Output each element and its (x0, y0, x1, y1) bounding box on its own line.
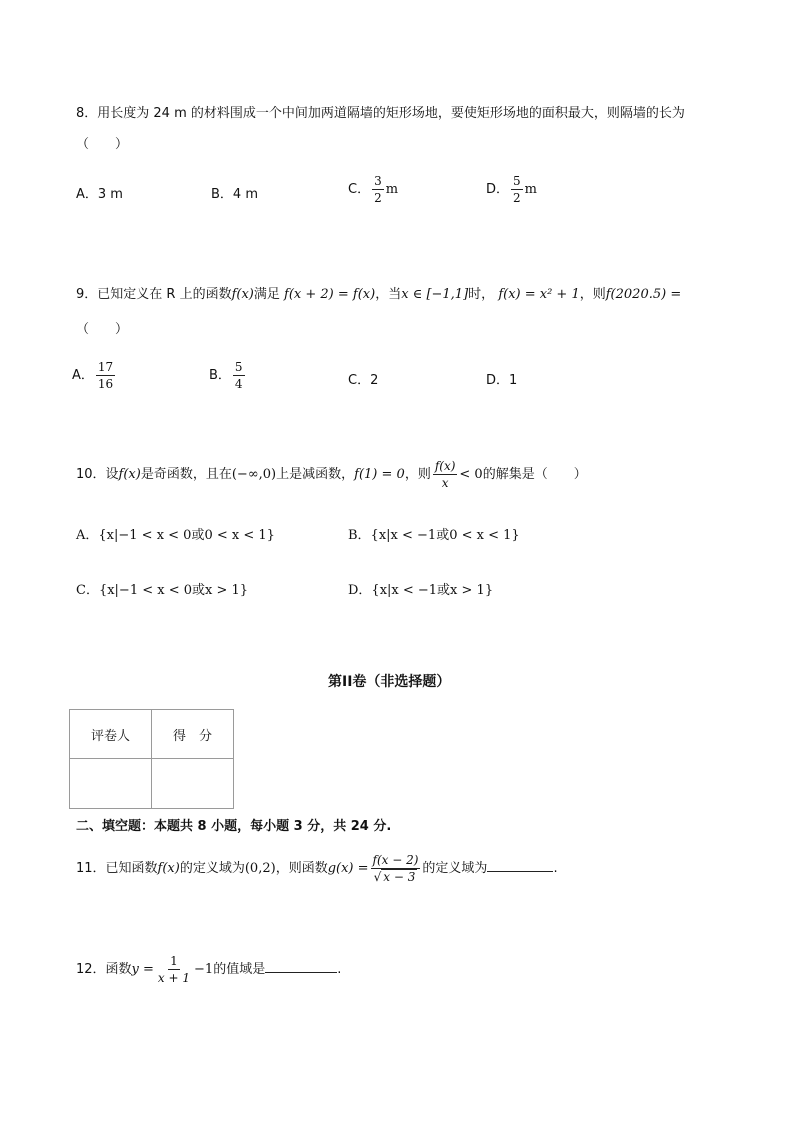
sqrt-radicand: x − 3 (383, 870, 416, 884)
fraction (233, 360, 245, 391)
math-expr: < 0 (459, 467, 483, 482)
q10-option-b: B．{x|x < −1或0 < x < 1} (348, 528, 520, 543)
score-table-cell (70, 759, 152, 809)
option-label: D． (486, 182, 510, 197)
text: 10．设 (76, 467, 119, 482)
text: 时， (468, 287, 495, 302)
math-expr: x ∈ [−1,1] (401, 287, 469, 302)
option-label: C． (348, 182, 371, 197)
math-expr: (−∞,0) (231, 467, 277, 482)
unit: m (524, 182, 537, 197)
sqrt-sign: √ (373, 870, 382, 884)
q10-option-c: C．{x|−1 < x < 0或x > 1} (76, 583, 249, 598)
fraction-denominator: 2 (513, 191, 521, 205)
math-expr: f(2020.5) = (605, 287, 682, 302)
text: ，则函数 (275, 861, 328, 876)
q9-option-c: C．2 (348, 373, 379, 388)
q8-option-a: A．3 m (76, 187, 123, 202)
fraction-denominator: 4 (234, 377, 243, 391)
q8-answer-paren: （ ） (76, 137, 129, 152)
q8-option-b: B．4 m (211, 187, 258, 202)
text: 的定义域为 (179, 861, 245, 876)
q8-option-d (486, 174, 537, 205)
unit: m (385, 182, 399, 197)
score-table-header-grader: 评卷人 (70, 710, 152, 759)
math-expr: y = (131, 962, 154, 977)
fraction-denominator: x + 1 (157, 971, 191, 985)
answer-blank[interactable] (487, 871, 553, 872)
fraction (156, 954, 192, 985)
q9-option-b (209, 360, 247, 391)
math-expr: −1 (194, 962, 214, 977)
fraction (96, 360, 115, 391)
q10-stem (76, 459, 587, 490)
q11-stem (76, 853, 558, 884)
fraction-denominator: 2 (374, 191, 382, 205)
fraction-numerator: 1 (170, 954, 178, 968)
text: 的定义域为 (422, 861, 488, 876)
q10-option-d: D．{x|x < −1或x > 1} (348, 583, 494, 598)
answer-blank[interactable] (265, 972, 337, 973)
fraction (371, 853, 421, 884)
section-title: 第II卷（非选择题） (328, 674, 451, 690)
math-expr: f(1) = 0 (354, 467, 405, 482)
math-expr: f(x + 2) = f(x) (284, 287, 376, 302)
q9-answer-paren: （ ） (76, 322, 129, 337)
fraction-numerator: f(x − 2) (372, 853, 419, 867)
fraction (372, 174, 384, 205)
q12-stem (76, 954, 341, 985)
text: 上是减函数， (276, 467, 355, 482)
math-expr: f(x) = x² + 1 (498, 287, 580, 302)
text: ，则 (579, 287, 606, 302)
fraction-denominator (372, 869, 420, 884)
math-expr: g(x) = (327, 861, 369, 876)
q9-option-a (72, 360, 117, 391)
option-label: B． (209, 368, 231, 383)
score-table-cell (152, 759, 234, 809)
fraction-numerator: 17 (97, 360, 114, 374)
text: ，则 (404, 467, 431, 482)
text: 满足 (253, 287, 280, 302)
q9-option-d: D．1 (486, 373, 518, 388)
text: 11．已知函数 (76, 861, 158, 876)
math-expr: f(x) (231, 287, 254, 302)
fraction (511, 174, 523, 205)
text: ，当 (375, 287, 402, 302)
text: . (553, 861, 558, 876)
fraction-denominator: x (441, 476, 449, 490)
q8-stem: 8．用长度为 24 m 的材料围成一个中间加两道隔墙的矩形场地，要使矩形场地的面积最大，则隔墙的长为 (76, 106, 685, 121)
fraction-numerator: 5 (513, 174, 521, 188)
text: 9．已知定义在 R 上的函数 (76, 287, 232, 302)
fill-in-heading: 二、填空题：本题共 8 小题，每小题 3 分，共 24 分. (76, 819, 392, 834)
text: 的解集是（ ） (482, 467, 587, 482)
fraction-numerator: 3 (374, 174, 382, 188)
fraction-denominator: 16 (97, 377, 114, 391)
fraction (433, 459, 458, 490)
math-expr: f(x) (157, 861, 180, 876)
math-expr: (0,2) (244, 861, 276, 876)
text: 是奇函数，且在 (140, 467, 232, 482)
score-table (69, 709, 234, 809)
option-label: A． (72, 368, 94, 383)
q9-stem (76, 283, 681, 302)
text: 12．函数 (76, 962, 132, 977)
fraction-numerator: f(x) (434, 459, 456, 473)
fraction-numerator: 5 (234, 360, 243, 374)
text: . (337, 962, 342, 977)
q8-option-c (348, 174, 398, 205)
text: 的值域是 (213, 962, 266, 977)
score-table-header-score: 得 分 (152, 710, 234, 759)
math-expr: f(x) (118, 467, 141, 482)
q10-option-a: A．{x|−1 < x < 0或0 < x < 1} (76, 528, 275, 543)
